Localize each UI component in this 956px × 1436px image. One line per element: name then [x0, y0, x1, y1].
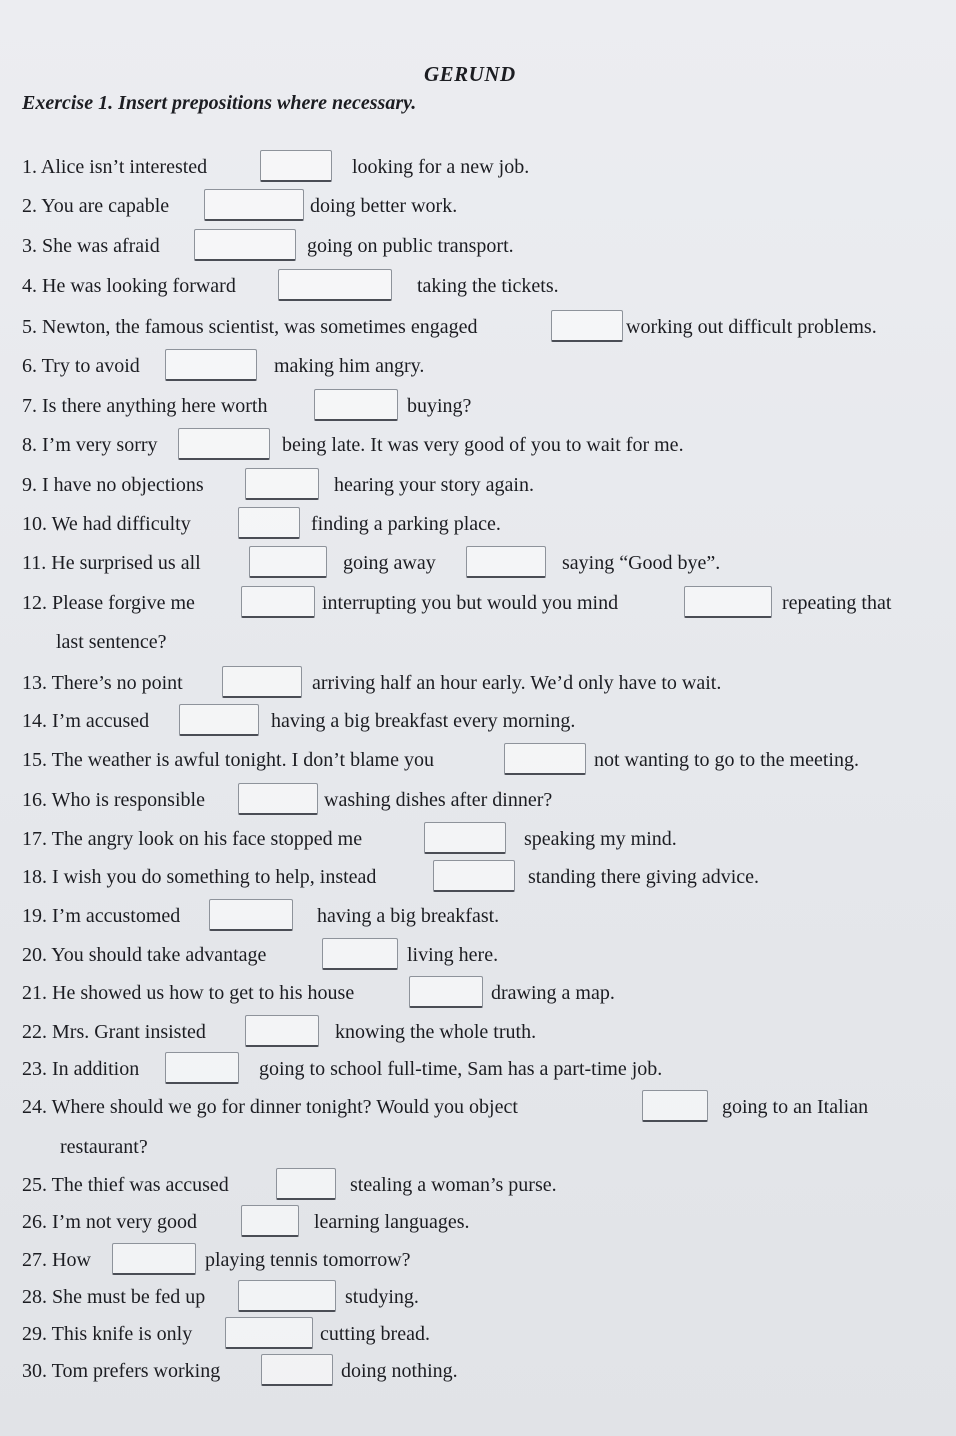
answer-blank[interactable]: [204, 189, 304, 221]
item-text-continued: knowing the whole truth.: [335, 1021, 537, 1043]
item-number: 5.: [22, 316, 42, 338]
exercise-item: [0, 978, 956, 1008]
item-number: 22.: [22, 1021, 52, 1043]
answer-blank[interactable]: [241, 586, 315, 618]
exercise-item: [0, 1092, 956, 1122]
answer-blank[interactable]: [642, 1090, 708, 1122]
item-text: 11. He surprised us all: [22, 552, 201, 574]
item-text-continued: finding a parking place.: [311, 513, 501, 535]
answer-blank[interactable]: [551, 310, 623, 342]
item-text-continued: being late. It was very good of you to wait for me.: [282, 434, 684, 456]
item-text-continued: going away: [343, 552, 436, 574]
item-text-continued: doing better work.: [310, 195, 458, 217]
item-text-continued: looking for a new job.: [352, 156, 530, 178]
item-number: 23.: [22, 1058, 52, 1080]
exercise-item: [0, 940, 956, 970]
item-number: 3.: [22, 235, 42, 257]
answer-blank[interactable]: [684, 586, 772, 618]
answer-blank[interactable]: [278, 269, 392, 301]
item-text-continued: interrupting you but would you mind: [322, 592, 619, 614]
item-text: 15. The weather is awful tonight. I don’t blame you: [22, 749, 434, 771]
exercise-item: [0, 351, 956, 381]
answer-blank[interactable]: [238, 507, 300, 539]
item-text-continued: hearing your story again.: [334, 474, 534, 496]
item-number: 1.: [22, 156, 41, 178]
item-number: 20.: [22, 944, 52, 966]
item-text: 13. There’s no point: [22, 672, 183, 694]
item-text-continued: speaking my mind.: [524, 828, 677, 850]
item-text-continued: going on public transport.: [307, 235, 514, 257]
item-number: 4.: [22, 275, 42, 297]
item-text: 4. He was looking forward: [22, 275, 236, 297]
item-number: 14.: [22, 710, 52, 732]
answer-blank[interactable]: [209, 899, 293, 931]
item-text: 22. Mrs. Grant insisted: [22, 1021, 206, 1043]
answer-blank[interactable]: [241, 1205, 299, 1237]
item-text: 26. I’m not very good: [22, 1211, 197, 1233]
exercise-item: [0, 430, 956, 460]
item-text-continued: learning languages.: [314, 1211, 470, 1233]
item-text: 28. She must be fed up: [22, 1286, 206, 1308]
item-text-continued: arriving half an hour early. We’d only have to wait.: [312, 672, 722, 694]
item-text: 19. I’m accustomed: [22, 905, 181, 927]
answer-blank[interactable]: [314, 389, 398, 421]
exercise-item: [0, 1245, 956, 1275]
item-text-continued: working out difficult problems.: [626, 316, 877, 338]
answer-blank[interactable]: [245, 1015, 319, 1047]
exercise-item: [0, 470, 956, 500]
item-text-continued: cutting bread.: [320, 1323, 430, 1345]
exercise-item: [0, 745, 956, 775]
item-text: 17. The angry look on his face stopped me: [22, 828, 363, 850]
item-text-continued: going to an Italian: [722, 1096, 869, 1118]
item-text-continued: doing nothing.: [341, 1360, 458, 1382]
answer-blank[interactable]: [322, 938, 398, 970]
item-number: 9.: [22, 474, 42, 496]
exercise-item: [0, 1017, 956, 1047]
item-text-continued: standing there giving advice.: [528, 866, 760, 888]
item-text: 18. I wish you do something to help, instead: [22, 866, 377, 888]
item-text-continued: studying.: [345, 1286, 419, 1308]
exercise-item: [0, 862, 956, 892]
item-text: 1. Alice isn’t interested: [22, 156, 208, 178]
item-text: 5. Newton, the famous scientist, was sometimes engaged: [22, 316, 478, 338]
item-text: 30. Tom prefers working: [22, 1360, 221, 1382]
answer-blank[interactable]: [179, 704, 259, 736]
answer-blank[interactable]: [433, 860, 515, 892]
answer-blank[interactable]: [165, 349, 257, 381]
item-text: 24. Where should we go for dinner tonight? Would you object: [22, 1096, 518, 1118]
item-text-continued: saying “Good bye”.: [562, 552, 721, 574]
exercise-item: [0, 785, 956, 815]
exercise-item: [0, 824, 956, 854]
item-number: 26.: [22, 1211, 52, 1233]
item-number: 24.: [22, 1096, 52, 1118]
answer-blank[interactable]: [178, 428, 270, 460]
exercise-item: [0, 191, 956, 221]
item-text: 7. Is there anything here worth: [22, 395, 268, 417]
exercise-item: [0, 548, 956, 578]
item-text-continued: drawing a map.: [491, 982, 615, 1004]
answer-blank[interactable]: [238, 783, 318, 815]
item-text: 2. You are capable: [22, 195, 170, 217]
answer-blank[interactable]: [249, 546, 327, 578]
item-text-continued: living here.: [407, 944, 499, 966]
item-number: 11.: [22, 552, 52, 574]
exercise-item: [0, 1282, 956, 1312]
exercise-item: [0, 1170, 956, 1200]
item-text-continued: buying?: [407, 395, 472, 417]
item-text: 10. We had difficulty: [22, 513, 191, 535]
item-text: 20. You should take advantage: [22, 944, 267, 966]
item-text-continued: not wanting to go to the meeting.: [594, 749, 859, 771]
item-text: 27. How: [22, 1249, 91, 1271]
item-number: 19.: [22, 905, 52, 927]
answer-blank[interactable]: [245, 468, 319, 500]
exercise-item: [0, 391, 956, 421]
answer-blank[interactable]: [409, 976, 483, 1008]
item-text: 23. In addition: [22, 1058, 140, 1080]
item-number: 28.: [22, 1286, 52, 1308]
item-text-continued: last sentence?: [56, 631, 167, 653]
item-text-continued: making him angry.: [274, 355, 425, 377]
exercise-item: [0, 668, 956, 698]
item-number: 18.: [22, 866, 52, 888]
item-text-continued: taking the tickets.: [417, 275, 559, 297]
exercise-item: [0, 706, 956, 736]
item-text-continued: restaurant?: [60, 1136, 148, 1158]
exercise-item: [0, 231, 956, 261]
answer-blank[interactable]: [222, 666, 302, 698]
item-text: 14. I’m accused: [22, 710, 150, 732]
exercise-item: [0, 312, 956, 342]
exercise-item: [0, 271, 956, 301]
exercise-item: [0, 1356, 956, 1386]
answer-blank[interactable]: [225, 1317, 313, 1349]
exercise-item-continuation: [0, 1132, 956, 1162]
exercise-item: [0, 152, 956, 182]
item-text: 29. This knife is only: [22, 1323, 193, 1345]
answer-blank[interactable]: [112, 1243, 196, 1275]
answer-blank[interactable]: [261, 1354, 333, 1386]
item-text: 9. I have no objections: [22, 474, 204, 496]
exercise-instruction: Exercise 1. Insert prepositions where necessary.: [22, 92, 417, 114]
exercise-item: [0, 1207, 956, 1237]
item-number: 13.: [22, 672, 52, 694]
answer-blank[interactable]: [165, 1052, 239, 1084]
item-number: 30.: [22, 1360, 52, 1382]
answer-blank[interactable]: [504, 743, 586, 775]
item-number: 15.: [22, 749, 52, 771]
item-number: 29.: [22, 1323, 52, 1345]
page-title: GERUND: [424, 62, 516, 86]
item-text-continued: going to school full-time, Sam has a part-time job.: [259, 1058, 663, 1080]
item-number: 2.: [22, 195, 42, 217]
answer-blank[interactable]: [194, 229, 296, 261]
item-text: 16. Who is responsible: [22, 789, 205, 811]
item-text-continued: having a big breakfast.: [317, 905, 500, 927]
item-text-continued: repeating that: [782, 592, 892, 614]
item-text: 3. She was afraid: [22, 235, 160, 257]
item-text-continued: washing dishes after dinner?: [324, 789, 553, 811]
item-number: 21.: [22, 982, 52, 1004]
answer-blank[interactable]: [466, 546, 546, 578]
item-text-continued: having a big breakfast every morning.: [271, 710, 576, 732]
item-text: 25. The thief was accused: [22, 1174, 229, 1196]
exercise-item: [0, 1054, 956, 1084]
exercise-item: [0, 901, 956, 931]
item-number: 6.: [22, 355, 42, 377]
item-text-continued: stealing a woman’s purse.: [350, 1174, 557, 1196]
answer-blank[interactable]: [238, 1280, 336, 1312]
item-text: 8. I’m very sorry: [22, 434, 158, 456]
item-number: 7.: [22, 395, 42, 417]
answer-blank[interactable]: [276, 1168, 336, 1200]
answer-blank[interactable]: [424, 822, 506, 854]
item-number: 16.: [22, 789, 52, 811]
item-number: 8.: [22, 434, 42, 456]
item-number: 10.: [22, 513, 52, 535]
item-number: 17.: [22, 828, 52, 850]
exercise-item: [0, 1319, 956, 1349]
item-text: 6. Try to avoid: [22, 355, 140, 377]
answer-blank[interactable]: [260, 150, 332, 182]
item-number: 12.: [22, 592, 52, 614]
exercise-item: [0, 588, 956, 618]
item-text: 12. Please forgive me: [22, 592, 195, 614]
item-text: 21. He showed us how to get to his house: [22, 982, 355, 1004]
item-text-continued: playing tennis tomorrow?: [205, 1249, 411, 1271]
item-number: 25.: [22, 1174, 52, 1196]
item-number: 27.: [22, 1249, 52, 1271]
exercise-item-continuation: [0, 627, 956, 657]
exercise-item: [0, 509, 956, 539]
